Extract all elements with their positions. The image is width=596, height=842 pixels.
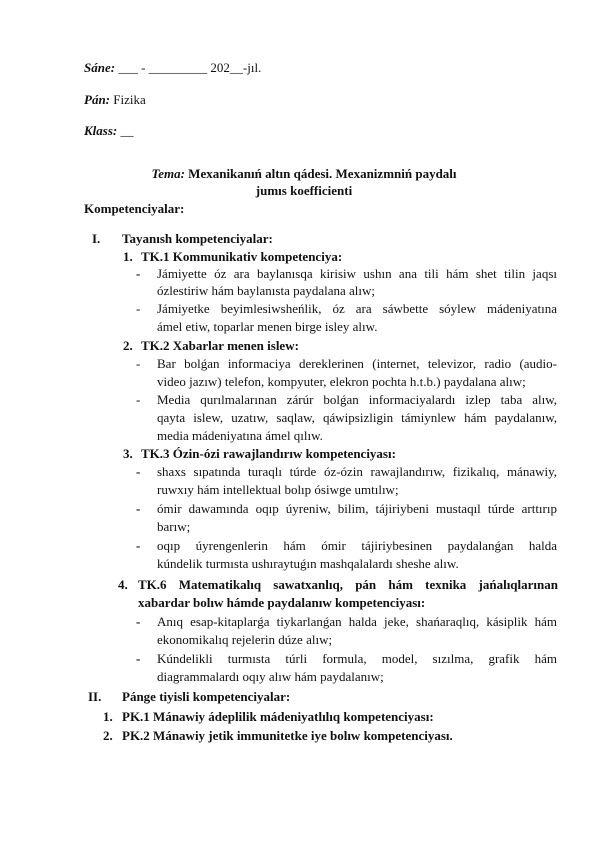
- item-3-number: 3.: [123, 446, 133, 461]
- bullet-text: ózlestiriw hám baylanısta paydalana alıw;: [157, 283, 376, 298]
- date-value: ___ - _________ 202__-jıl.: [115, 60, 262, 75]
- date-line: [84, 60, 261, 76]
- bullet-text: ekonomikalıq rejelerin dúze alıw;: [157, 632, 333, 647]
- bullet-dash: -: [136, 392, 141, 407]
- date-label: Sáne:: [84, 60, 116, 75]
- pk-2-number: 2.: [103, 728, 113, 743]
- bullet-dash: -: [136, 614, 141, 629]
- item-4-title-line1: TK.6 Matematikalıq sawatxanlıq, pán hám texnika jańalıqlarınan: [138, 577, 558, 592]
- item-1-title: TK.1 Kommunikativ kompetenciya:: [141, 249, 343, 264]
- item-1-number: 1.: [123, 249, 133, 264]
- subject-label: Pán:: [84, 92, 110, 107]
- topic-title-part1: Mexanikanıń altın qádesi. Mexanizmniń paydalı: [184, 166, 457, 181]
- bullet-text: Jámiyetke beyimlesiwsheńlik, óz ara sáwbette sóylew mádeniyatına: [157, 301, 557, 316]
- subject-line: [84, 92, 146, 108]
- bullet-dash: -: [136, 266, 141, 281]
- bullet-dash: -: [136, 538, 141, 553]
- bullet-text: Bar bolǵan informaciya dereklerinen (internet, televizor, radio (audio-: [157, 356, 557, 371]
- bullet-text: Jámiyette óz ara baylanısqa kirisiw ushın ana tili hám shet tilin jaqsı: [157, 266, 557, 281]
- bullet-text: diagrammalardı oqıy alıw hám paydalanıw;: [157, 669, 384, 684]
- pk-2-title: PK.2 Mánawiy jetik immunitetke iye bolıw kompetenciyası.: [122, 728, 453, 743]
- item-4-title-line2: xabardar bolıw hámde paydalanıw kompetenciyası:: [138, 595, 426, 610]
- bullet-text: Kúndelikli turmısta túrli formula, model, sızılma, grafik hám: [157, 651, 557, 666]
- section-1-numeral: I.: [92, 231, 101, 246]
- pk-1-title: PK.1 Mánawiy ádeplilik mádeniyatlılıq kompetenciyası:: [122, 709, 434, 724]
- bullet-dash: -: [136, 301, 141, 316]
- subject-value: Fizika: [110, 92, 146, 107]
- section-2-title: Pánge tiyisli kompetenciyalar:: [122, 689, 291, 704]
- bullet-text: qayta islew, uzatıw, saqlaw, qáwipsizligin támiynlew hám paydalanıw,: [157, 410, 557, 425]
- bullet-dash: -: [136, 651, 141, 666]
- bullet-text: media mádeniyatına ámel qılıw.: [157, 428, 323, 443]
- topic-line-1: [84, 165, 524, 182]
- item-2-number: 2.: [123, 338, 133, 353]
- section-2-numeral: II.: [88, 689, 102, 704]
- bullet-text: ómir dawamında oqıp úyreniw, bilim, tájiriybeni mustaqıl túrde arttırıp: [157, 501, 557, 516]
- bullet-text: kúndelik turmısta ushıraytuǵın mashqalalardı sheshe alıw.: [157, 556, 459, 571]
- bullet-text: Anıq esap-kitaplarǵa tiykarlanǵan halda jeke, shańaraqlıq, kásiplik hám: [157, 614, 557, 629]
- competencies-title: Kompetenciyalar:: [84, 201, 185, 216]
- class-label: Klass:: [84, 123, 118, 138]
- bullet-dash: -: [136, 501, 141, 516]
- bullet-text: ruwxıy hám intellektual bolıp ósiwge umtılıw;: [157, 482, 399, 497]
- bullet-text: ámel etiw, toparlar menen birge isley alıw.: [157, 319, 378, 334]
- bullet-dash: -: [136, 464, 141, 479]
- pk-1-number: 1.: [103, 709, 113, 724]
- item-2-title: TK.2 Xabarlar menen islew:: [141, 338, 299, 353]
- section-1-title: Tayanısh kompetenciyalar:: [122, 231, 273, 246]
- item-3-title: TK.3 Ózin-ózi rawajlandırıw kompetenciyası:: [141, 446, 396, 461]
- item-4-number: 4.: [118, 577, 128, 592]
- bullet-text: Media qurılmalarınan zárúr bolǵan informaciyalardı izlep taba alıw,: [157, 392, 557, 407]
- bullet-dash: -: [136, 356, 141, 371]
- bullet-text: video jazıw) telefon, kompyuter, elekron pochta h.t.b.) paydalana alıw;: [157, 374, 526, 389]
- class-line: [84, 123, 133, 139]
- bullet-text: barıw;: [157, 519, 191, 534]
- topic-label: Tema:: [151, 166, 185, 181]
- bullet-text: shaxs sıpatında turaqlı túrde óz-ózin rawajlandırıw, fizikalıq, mánawiy,: [157, 464, 557, 479]
- bullet-text: oqıp úyrengenlerin hám ómir tájiriybesinen paydalanǵan halda: [157, 538, 557, 553]
- class-value: __: [117, 123, 134, 138]
- topic-line-2: jumıs koefficienti: [255, 183, 353, 198]
